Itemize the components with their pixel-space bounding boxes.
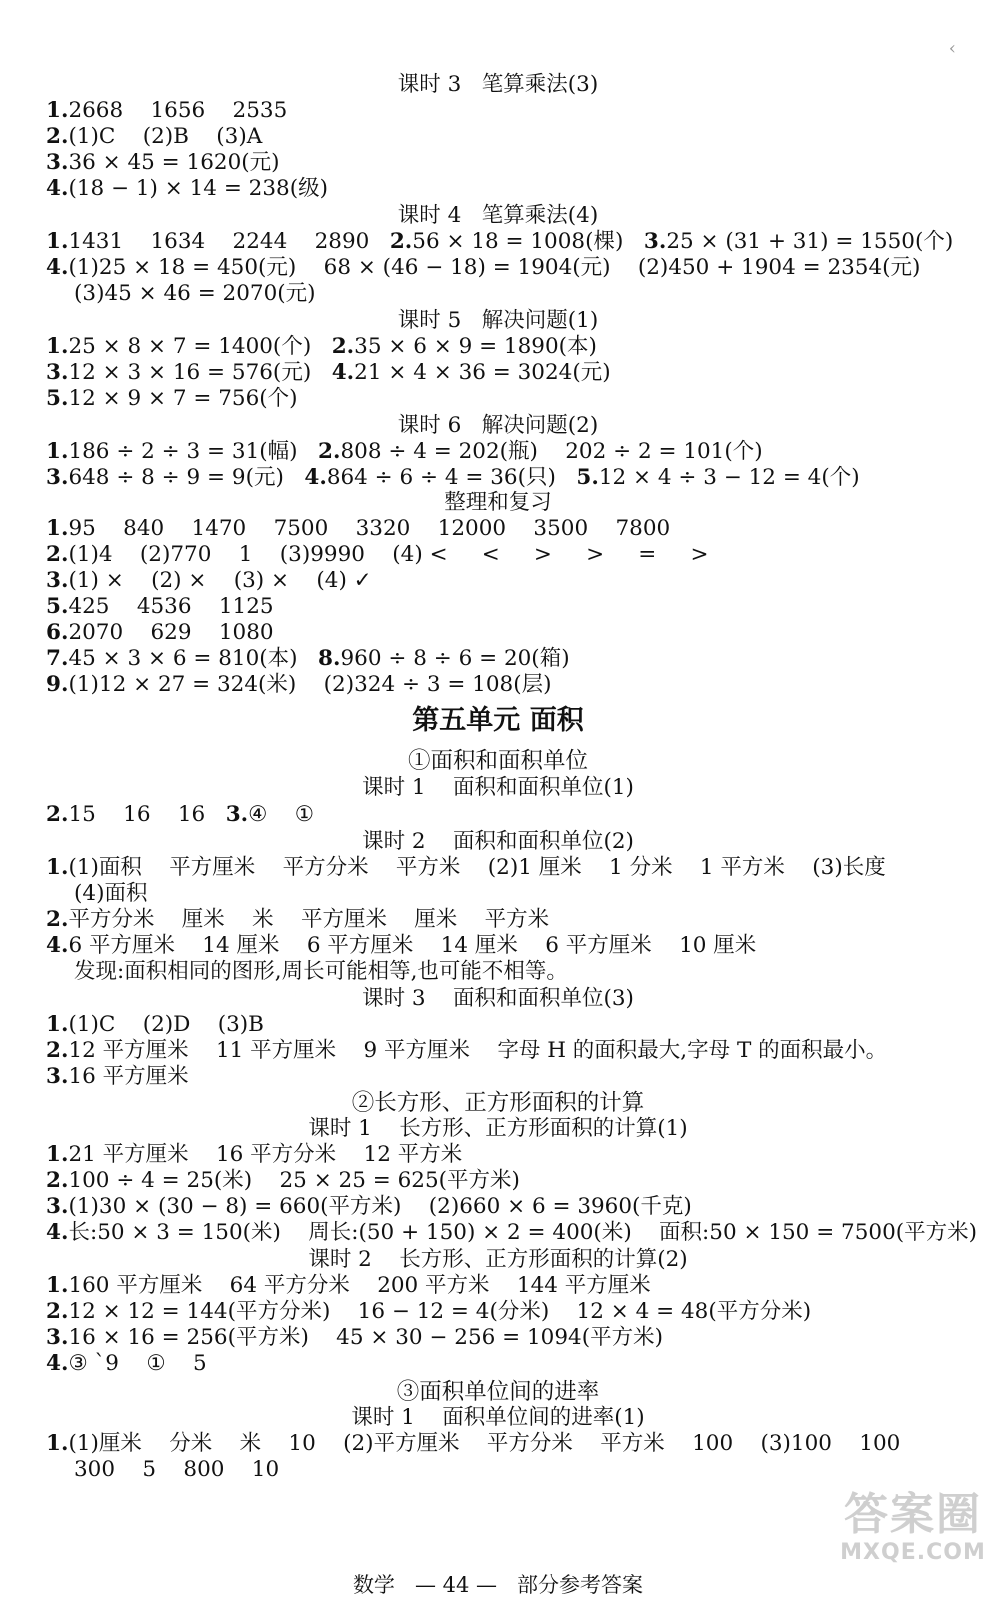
- answer-line: [46, 855, 886, 881]
- answer-text: 186 ÷ 2 ÷ 3 = 31(幅): [68, 439, 319, 464]
- lesson-heading: 课时 2 面积和面积单位(2): [362, 829, 634, 854]
- lesson-heading: 课时 3 面积和面积单位(3): [362, 986, 634, 1011]
- answer-text: (1)厘米 分米 米 10 (2)平方厘米 平方分米 平方米 100 (3)100 100: [68, 1431, 901, 1456]
- answer-text: 864 ÷ 6 ÷ 4 = 36(只): [326, 465, 577, 490]
- answer-text: 160 平方厘米 64 平方分米 200 平方米 144 平方厘米: [68, 1273, 651, 1298]
- answer-line: [46, 802, 314, 828]
- item-number: 4.: [46, 176, 69, 201]
- answer-text: 2668 1656 2535: [68, 98, 288, 123]
- lesson-heading: 课时 4 笔算乘法(4): [397, 203, 599, 228]
- answer-line: [46, 98, 287, 124]
- item-number: 4.: [331, 360, 355, 385]
- answer-text: 12 × 12 = 144(平方分米) 16 − 12 = 4(分米) 12 × 4 = 48(平方分米): [68, 1299, 812, 1324]
- answer-line: [46, 465, 860, 491]
- answer-line: [46, 150, 280, 176]
- answer-line: [46, 646, 570, 672]
- answer-text: 16 平方厘米: [68, 1064, 189, 1089]
- answer-line: [46, 1431, 900, 1457]
- item-number: 2.: [46, 1168, 69, 1193]
- lesson-heading: 课时 1 面积单位间的进率(1): [351, 1405, 645, 1430]
- answer-text: 16 × 16 = 256(平方米) 45 × 30 − 256 = 1094(平方米): [68, 1325, 663, 1350]
- answer-text: 425 4536 1125: [68, 594, 274, 619]
- item-number: 1.: [46, 439, 69, 464]
- item-number: 1.: [46, 98, 69, 123]
- answer-text: 960 ÷ 8 ÷ 6 = 20(箱): [340, 646, 570, 671]
- answer-text: 300 5 800 10: [74, 1457, 280, 1482]
- answer-line: [46, 1142, 462, 1168]
- answer-text: 25 × 8 × 7 = 1400(个): [68, 334, 332, 359]
- answer-text: ③ `9 ① 5: [68, 1351, 207, 1376]
- item-number: 4.: [46, 1220, 69, 1245]
- lesson-heading: 课时 1 长方形、正方形面积的计算(1): [308, 1116, 688, 1141]
- answer-line: [46, 1064, 189, 1090]
- item-number: 1.: [46, 1142, 69, 1167]
- item-number: 8.: [318, 646, 341, 671]
- answer-text: 100 ÷ 4 = 25(米) 25 × 25 = 625(平方米): [68, 1168, 520, 1193]
- item-number: 6.: [46, 620, 69, 645]
- answer-text: (18 − 1) × 14 = 238(级): [68, 176, 328, 201]
- answer-text: (1)12 × 27 = 324(米) (2)324 ÷ 3 = 108(层): [68, 672, 552, 697]
- item-number: 2.: [46, 124, 69, 149]
- item-number: 1.: [46, 1012, 69, 1037]
- item-number: 3.: [46, 568, 69, 593]
- answer-line: [46, 360, 611, 386]
- answer-text: 808 ÷ 4 = 202(瓶) 202 ÷ 2 = 101(个): [340, 439, 763, 464]
- answer-line: [46, 1273, 651, 1299]
- item-number: 2.: [46, 1299, 69, 1324]
- answer-line: [46, 1194, 692, 1220]
- answer-line: [46, 672, 552, 698]
- item-number: 1.: [46, 1273, 69, 1298]
- answer-line: [46, 439, 763, 465]
- answer-text: 发现:面积相同的图形,周长可能相等,也可能不相等。: [74, 959, 568, 984]
- answer-text: (1)30 × (30 − 8) = 660(平方米) (2)660 × 6 = 3960(千克): [68, 1194, 692, 1219]
- answer-text: 长:50 × 3 = 150(米) 周长:(50 + 150) × 2 = 400(米) 面积:50 × 150 = 7500(平方米): [68, 1220, 978, 1245]
- answer-text: 25 × (31 + 31) = 1550(个): [666, 229, 954, 254]
- page-footer: 数学 — 44 — 部分参考答案: [352, 1573, 644, 1597]
- item-number: 5.: [46, 386, 69, 411]
- answer-text: (1)4 (2)770 1 (3)9990 (4) < < > > = >: [68, 542, 709, 567]
- answer-text: (3)45 × 46 = 2070(元): [74, 281, 316, 306]
- answer-line: [46, 229, 953, 255]
- answer-line: [46, 1038, 887, 1064]
- item-number: 1.: [46, 229, 69, 254]
- item-number: 5.: [46, 594, 69, 619]
- item-number: 3.: [643, 229, 667, 254]
- lesson-heading: 课时 6 解决问题(2): [397, 413, 599, 438]
- answer-line: [74, 1457, 279, 1483]
- item-number: 3.: [46, 465, 69, 490]
- answer-text: 6 平方厘米 14 厘米 6 平方厘米 14 厘米 6 平方厘米 10 厘米: [68, 933, 757, 958]
- answer-text: 12 平方厘米 11 平方厘米 9 平方厘米 字母 H 的面积最大,字母 T 的面积最小。: [68, 1038, 888, 1063]
- section-heading: ②长方形、正方形面积的计算: [351, 1090, 645, 1116]
- answer-text: (1)面积 平方厘米 平方分米 平方米 (2)1 厘米 1 分米 1 平方米 (3)长度: [68, 855, 886, 880]
- item-number: 2.: [46, 1038, 69, 1063]
- answer-line: [46, 568, 372, 594]
- answer-line: [46, 1325, 663, 1351]
- answer-text: 15 16 16: [68, 802, 226, 827]
- item-number: 4.: [46, 933, 69, 958]
- item-number: 3.: [46, 360, 69, 385]
- answer-text: 12 × 9 × 7 = 756(个): [68, 386, 298, 411]
- answer-line: [46, 334, 597, 360]
- item-number: 1.: [46, 1431, 69, 1456]
- answer-text: (1)C (2)D (3)B: [68, 1012, 264, 1037]
- answer-line: [46, 386, 298, 412]
- item-number: 2.: [46, 802, 69, 827]
- answer-text: (1)25 × 18 = 450(元) 68 × (46 − 18) = 1904(元) (2)450 + 1904 = 2354(元): [68, 255, 921, 280]
- answer-text: 1431 1634 2244 2890: [68, 229, 390, 254]
- answer-line: [46, 620, 274, 646]
- answer-text: 21 × 4 × 36 = 3024(元): [354, 360, 611, 385]
- answer-text: (4)面积: [74, 881, 148, 906]
- answer-line: [46, 1220, 977, 1246]
- item-number: 2.: [318, 439, 341, 464]
- answer-line: [46, 907, 549, 933]
- item-number: 7.: [46, 646, 69, 671]
- answer-text: 648 ÷ 8 ÷ 9 = 9(元): [68, 465, 305, 490]
- lesson-heading: 课时 3 笔算乘法(3): [397, 72, 599, 97]
- answer-line: [46, 1012, 264, 1038]
- item-number: 3.: [225, 802, 249, 827]
- section-heading: ③面积单位间的进率: [396, 1379, 600, 1405]
- item-number: 3.: [46, 1064, 69, 1089]
- watermark-glyph: 答案圈: [844, 1489, 982, 1540]
- answer-text: 35 × 6 × 9 = 1890(本): [354, 334, 597, 359]
- item-number: 2.: [46, 542, 69, 567]
- item-number: 4.: [46, 255, 69, 280]
- answer-line: [46, 124, 262, 150]
- answer-line: [46, 1299, 811, 1325]
- answer-line: [74, 959, 568, 985]
- answer-line: [74, 281, 316, 307]
- corner-mark: ‹: [948, 38, 956, 59]
- answer-text: 12 × 4 ÷ 3 − 12 = 4(个): [598, 465, 860, 490]
- answer-line: [46, 516, 670, 542]
- lesson-heading: 课时 2 长方形、正方形面积的计算(2): [308, 1247, 688, 1272]
- answer-line: [74, 881, 147, 907]
- lesson-heading: 课时 1 面积和面积单位(1): [362, 775, 634, 800]
- item-number: 1.: [46, 855, 69, 880]
- item-number: 2.: [46, 907, 69, 932]
- answer-line: [46, 542, 709, 568]
- watermark-url: MXQE.COM: [840, 1540, 986, 1565]
- answer-text: 95 840 1470 7500 3320 12000 3500 7800: [68, 516, 671, 541]
- answer-text: 45 × 3 × 6 = 810(本): [68, 646, 319, 671]
- answer-text: 2070 629 1080: [68, 620, 274, 645]
- answer-text: (1) × (2) × (3) × (4) ✓: [68, 568, 372, 593]
- answer-text: ④ ①: [248, 802, 315, 827]
- watermark-logo: [838, 1490, 988, 1570]
- item-number: 3.: [46, 150, 69, 175]
- answer-line: [46, 1351, 207, 1377]
- answer-text: 36 × 45 = 1620(元): [68, 150, 280, 175]
- item-number: 4.: [304, 465, 327, 490]
- answer-text: 21 平方厘米 16 平方分米 12 平方米: [68, 1142, 463, 1167]
- item-number: 2.: [331, 334, 355, 359]
- section-heading: ①面积和面积单位: [407, 748, 588, 774]
- item-number: 5.: [576, 465, 599, 490]
- answer-line: [46, 255, 920, 281]
- section-heading: 整理和复习: [444, 490, 552, 515]
- answer-text: 平方分米 厘米 米 平方厘米 厘米 平方米: [68, 907, 550, 932]
- lesson-heading: 课时 5 解决问题(1): [397, 308, 599, 333]
- answer-text: 12 × 3 × 16 = 576(元): [68, 360, 332, 385]
- answer-text: (1)C (2)B (3)A: [68, 124, 263, 149]
- item-number: 1.: [46, 334, 69, 359]
- answer-line: [46, 1168, 520, 1194]
- answer-line: [46, 176, 328, 202]
- answer-text: 56 × 18 = 1008(棵): [412, 229, 644, 254]
- unit-title: 第五单元 面积: [412, 705, 584, 736]
- item-number: 1.: [46, 516, 69, 541]
- answer-line: [46, 594, 274, 620]
- answer-line: [46, 933, 756, 959]
- item-number: 2.: [389, 229, 413, 254]
- item-number: 4.: [46, 1351, 69, 1376]
- item-number: 9.: [46, 672, 69, 697]
- item-number: 3.: [46, 1325, 69, 1350]
- item-number: 3.: [46, 1194, 69, 1219]
